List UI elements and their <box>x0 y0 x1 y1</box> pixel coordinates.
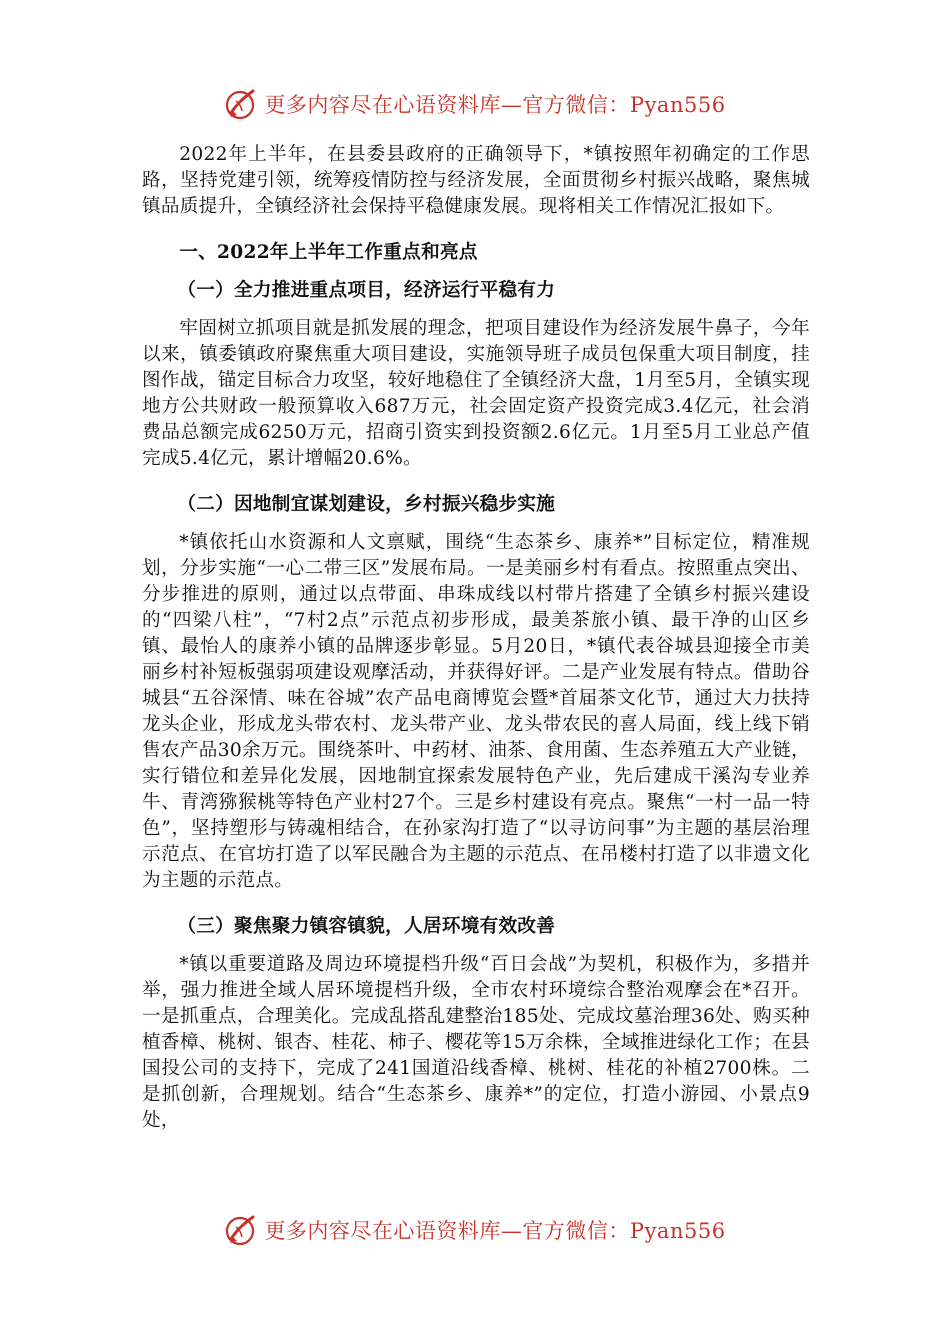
document-body <box>142 142 810 1134</box>
brush-emblem-icon <box>224 87 258 121</box>
subsection-body-3: *镇以重要道路及周边环境提档升级“百日会战”为契机，积极作为，多措并举，强力推进全域人居环境提档升级，全市农村环境综合整治观摩会在*召开。一是抓重点，合理美化。完成乱搭乱建整治185处、完成坟墓治理36处、购买种植香樟、桃树、银杏、桂花、柿子、樱花等15万余株，全域推进绿化工作；在县国投公司的支持下，完成了241国道沿线香樟、桃树、桂花的补植2700株。二是抓创新，合理规划。结合“生态茶乡、康养*”的定位，打造小游园、小景点9处， <box>142 954 810 1131</box>
subsection-heading-3: （三）聚焦聚力镇容镇貌，人居环境有效改善 <box>177 916 556 937</box>
subsection-heading-2: （二）因地制宜谋划建设，乡村振兴稳步实施 <box>177 494 556 515</box>
subsection-heading-1: （一）全力推进重点项目，经济运行平稳有力 <box>177 280 556 301</box>
brush-emblem-icon <box>224 1213 258 1247</box>
intro-paragraph: 2022年上半年，在县委县政府的正确领导下，*镇按照年初确定的工作思路，坚持党建引领，统筹疫情防控与经济发展，全面贯彻乡村振兴战略，聚焦城镇品质提升，全镇经济社会保持平稳健康发展。现将相关工作情况汇报如下。 <box>142 144 810 217</box>
subsection-body-1: 牢固树立抓项目就是抓发展的理念，把项目建设作为经济发展牛鼻子，今年以来，镇委镇政府聚焦重大项目建设，实施领导班子成员包保重大项目制度，挂图作战，锚定目标合力攻坚，较好地稳住了全镇经济大盘，1月至5月，全镇实现地方公共财政一般预算收入687万元，社会固定资产投资完成3.4亿元，社会消费品总额完成6250万元，招商引资实到投资额2.6亿元。1月至5月工业总产值完成5.4亿元，累计增幅20.6%。 <box>142 318 810 469</box>
banner-text: 更多内容尽在心语资料库—官方微信：Pyan556 <box>264 1219 726 1243</box>
section-heading-1: 一、2022年上半年工作重点和亮点 <box>179 242 478 263</box>
subsection-body-2: *镇依托山水资源和人文禀赋，围绕“生态茶乡、康养*”目标定位，精准规划，分步实施“一心二带三区”发展布局。一是美丽乡村有看点。按照重点突出、分步推进的原则，通过以点带面、串珠成线以村带片搭建了全镇乡村振兴建设的“四梁八柱”，“7村2点”示范点初步形成，最美茶旅小镇、最干净的山区乡镇、最怡人的康养小镇的品牌逐步彰显。5月20日，*镇代表谷城县迎接全市美丽乡村补短板强弱项建设观摩活动，并获得好评。二是产业发展有特点。借助谷城县“五谷深情、味在谷城”农产品电商博览会暨*首届茶文化节，通过大力扶持龙头企业，形成龙头带农村、龙头带产业、龙头带农民的喜人局面，线上线下销售农产品30余万元。围绕茶叶、中药材、油茶、食用菌、生态养殖五大产业链，实行错位和差异化发展，因地制宜探索发展特色产业，先后建成干溪沟专业养牛、青湾猕猴桃等特色产业村27个。三是乡村建设有亮点。聚焦“一村一品一特色”，坚持塑形与铸魂相结合，在孙家沟打造了“以寻访问事”为主题的基层治理示范点、在官坊打造了以军民融合为主题的示范点、在吊楼村打造了以非遗文化为主题的示范点。 <box>142 532 810 891</box>
header-banner <box>0 84 950 124</box>
banner-text: 更多内容尽在心语资料库—官方微信：Pyan556 <box>264 93 726 117</box>
footer-banner <box>0 1210 950 1250</box>
